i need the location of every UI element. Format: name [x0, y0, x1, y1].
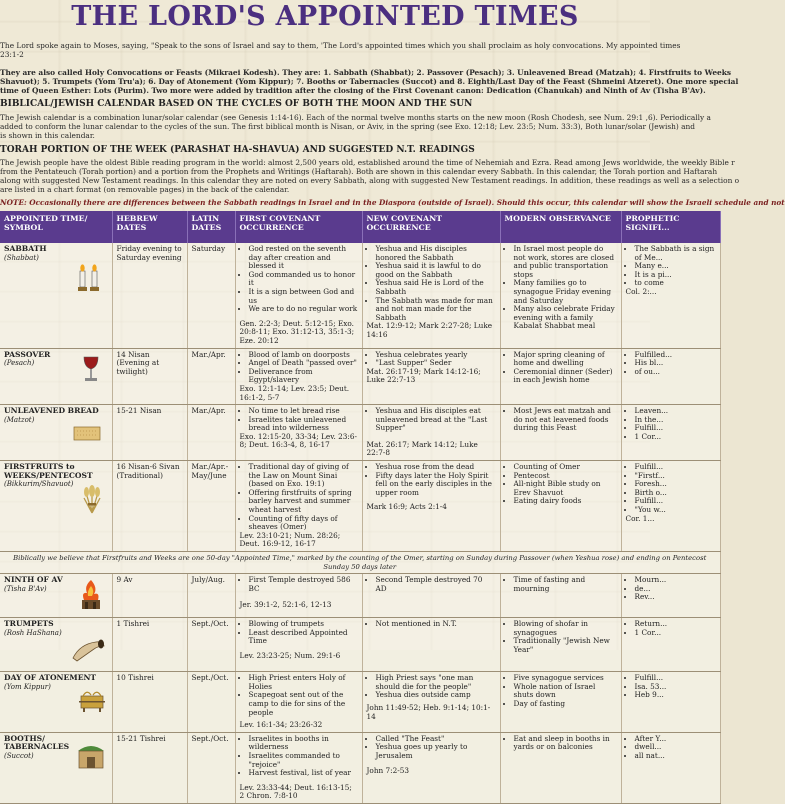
list-item: • Many e...	[635, 262, 716, 271]
prophetic-list	[626, 735, 716, 761]
list-item: • Fulfill...	[635, 463, 716, 472]
burning-temple-icon	[78, 578, 104, 612]
first-covenant-list	[240, 351, 358, 385]
list-item: • High Priest enters Holy of Holies	[249, 674, 358, 691]
first-covenant-list	[240, 735, 358, 778]
feasts-line-3: time of Queen Esther: Lots (Purim). Two more were added by tradition after the closing of the First Covenant canon: Dedication (Chanukah) and Ninth of Av (Tisha B'Av).	[0, 86, 706, 95]
scripture-ref: Exo. 12:1-14; Lev. 23:5; Deut. 16:1-2, 5-7	[239, 383, 350, 402]
list-item: • Fulfill...	[635, 674, 716, 683]
list-item: • High Priest says "one man should die for the people"	[376, 674, 496, 691]
list-item: • In Israel most people do not work, stores are closed and public transportation stops	[514, 245, 617, 279]
row-subname: (Tisha B'Av)	[4, 584, 47, 593]
latin-date: Sept./Oct.	[187, 672, 235, 733]
table-row	[0, 243, 720, 348]
table-row	[0, 405, 720, 461]
list-item: • Mourn...	[635, 576, 716, 585]
list-item: • His bl...	[635, 359, 716, 368]
scripture-ref: Mat. 26:17-19; Mark 14:12-16; Luke 22:7-13	[366, 366, 481, 385]
calendar-line-3: is shown in this calendar.	[0, 131, 95, 140]
table-note-row	[0, 552, 720, 574]
torah-line-1: The Jewish people have the oldest Bible reading program in the world: almost 2,500 years old, established around the time of Nehemiah and Ezra. Read among Jews worldwide, the weekly Bible r	[0, 158, 735, 167]
scripture-ref: Lev. 23:23-25; Num. 29:1-6	[239, 650, 341, 660]
col-header-first-covenant: FIRST COVENANT OCCURRENCE	[235, 211, 362, 243]
list-item: • Blowing of trumpets	[249, 620, 358, 629]
list-item: • Return...	[635, 620, 716, 629]
col-header-new-covenant: NEW COVENANT OCCURRENCE	[362, 211, 500, 243]
row-subname: (Matzot)	[4, 415, 35, 424]
list-item: • Not mentioned in N.T.	[376, 620, 496, 629]
list-item: • Isa. 53...	[635, 683, 716, 692]
latin-date: Sept./Oct.	[187, 732, 235, 803]
list-item: • Yeshua rose from the dead	[376, 463, 496, 472]
list-item: • Heb 9...	[635, 691, 716, 700]
prophetic-list	[626, 463, 716, 515]
intro-line-1: The Lord spoke again to Moses, saying, "Speak to the sons of Israel and say to them, 'The Lord's appointed times which you shall proclaim as holy convocations. My appointed times	[0, 41, 681, 50]
latin-date: July/Aug.	[187, 574, 235, 618]
col-header-prophetic: PROPHETIC SIGNIFI...	[621, 211, 720, 243]
modern-observance-list	[505, 245, 617, 331]
first-covenant-list	[240, 620, 358, 646]
row-name: SABBATH	[4, 244, 47, 253]
calendar-line-2: added to conform the lunar calendar to the cycles of the sun. The first biblical month is Nisan, or Aviv, in the spring (see Exo. 12:18; Lev. 23:5; Num. 33:3), Both lunar/solar (Jewish) and	[0, 122, 696, 131]
hebrew-date: 16 Nisan-6 Sivan (Traditional)	[112, 461, 187, 552]
list-item: • Whole nation of Israel shuts down	[514, 683, 617, 700]
list-item: • Israelites take unleavened bread into wilderness	[249, 416, 358, 433]
list-item: • Many families go to synagogue Friday evening and Saturday	[514, 279, 617, 305]
list-item: • The Sabbath was made for man and not man made for the Sabbath	[376, 297, 496, 323]
prophetic-list	[626, 674, 716, 700]
list-item: • Time of fasting and mourning	[514, 576, 617, 593]
hebrew-date: 9 Av	[112, 574, 187, 618]
list-item: • Pentecost	[514, 472, 617, 481]
shofar-icon	[70, 636, 106, 664]
prophetic-list	[626, 620, 716, 637]
row-name: BOOTHS/ TABERNACLES	[4, 733, 70, 752]
modern-observance-list	[505, 674, 617, 708]
table-row	[0, 732, 720, 803]
list-item: • First Temple destroyed 586 BC	[249, 576, 358, 593]
scripture-ref: John 11:49-52; Heb. 9:1-14; 10:1-14	[366, 702, 491, 721]
wheat-sheaf-icon	[80, 483, 104, 515]
calendar-heading: BIBLICAL/JEWISH CALENDAR BASED ON THE CYCLES OF BOTH THE MOON AND THE SUN	[0, 99, 473, 109]
latin-date: Saturday	[187, 243, 235, 348]
list-item: • Yeshua said it is lawful to do good on the Sabbath	[376, 262, 496, 279]
ark-icon	[78, 688, 106, 714]
list-item: • In the...	[635, 416, 716, 425]
cup-icon	[80, 355, 102, 385]
table-row	[0, 348, 720, 405]
scripture-ref: Jer. 39:1-2, 52:1-6, 12-13	[239, 600, 332, 610]
list-item: • Fulfill...	[635, 424, 716, 433]
list-item: • "Last Supper" Seder	[376, 359, 496, 368]
list-item: • God rested on the seventh day after creation and blessed it	[249, 245, 358, 271]
list-item: • Harvest festival, list of year	[249, 769, 358, 778]
matzah-icon	[72, 423, 104, 443]
list-item: • Yeshua and His disciples honored the Sabbath	[376, 245, 496, 262]
col-header-modern-observance: MODERN OBSERVANCE	[500, 211, 621, 243]
scripture-ref: Lev. 23:33-44; Deut. 16:13-15; 2 Chron. 7:8-10	[239, 782, 352, 801]
booth-icon	[76, 741, 106, 771]
row-name: PASSOVER	[4, 349, 51, 359]
row-subname: (Succot)	[4, 751, 34, 760]
list-item: • Eating dairy foods	[514, 497, 617, 506]
prophetic-list	[626, 407, 716, 441]
modern-observance-list	[505, 576, 617, 593]
first-covenant-list	[240, 463, 358, 532]
list-item: • Major spring cleaning of home and dwelling	[514, 351, 617, 368]
col-header-latin-dates: LATIN DATES	[187, 211, 235, 243]
list-item: • Scapegoat sent out of the camp to die for sins of the people	[249, 691, 358, 717]
scripture-ref: Mark 16:9; Acts 2:1-4	[366, 502, 447, 512]
prophetic-list	[626, 576, 716, 602]
latin-date: Sept./Oct.	[187, 618, 235, 672]
list-item: • The Sabbath is a sign of Me...	[635, 245, 716, 262]
list-item: • Birth o...	[635, 489, 716, 498]
scripture-ref: Mat. 12:9-12; Mark 2:27-28; Luke 14:16	[366, 321, 493, 339]
table-row	[0, 574, 720, 618]
candles-icon	[76, 263, 102, 293]
list-item: • Foresh...	[635, 480, 716, 489]
modern-observance-list	[505, 463, 617, 506]
new-covenant-list	[367, 576, 496, 593]
new-covenant-list	[367, 407, 496, 433]
list-item: • Counting of fifty days of sheaves (Omer)	[249, 515, 358, 532]
latin-date: Mar./Apr.	[187, 348, 235, 405]
table-row	[0, 672, 720, 733]
list-item: • de...	[635, 585, 716, 594]
row-subname: (Bikkurim/Shavuot)	[4, 480, 74, 489]
prophetic-list	[626, 245, 716, 288]
list-item: • Least described Appointed Time	[249, 629, 358, 646]
list-item: • Eat and sleep in booths in yards or on balconies	[514, 735, 617, 752]
list-item: • to come	[635, 279, 716, 288]
row-subname: (Pesach)	[4, 359, 35, 368]
list-item: • Called "The Feast"	[376, 735, 496, 744]
feasts-line-1: They are also called Holy Convocations or Feasts (Mikraei Kodesh). They are: 1. Sabbath (Shabbat); 2. Passover (Pesach); 3. Unleavened Bread (Matzah); 4. Firstfruits to Weeks	[0, 68, 732, 77]
new-covenant-list	[367, 620, 496, 629]
list-item: • Five synagogue services	[514, 674, 617, 683]
list-item: • Yeshua and His disciples eat unleavened bread at the "Last Supper"	[376, 407, 496, 433]
hebrew-date: 15-21 Tishrei	[112, 732, 187, 803]
col-header-hebrew-dates: HEBREW DATES	[112, 211, 187, 243]
hebrew-date: 1 Tishrei	[112, 618, 187, 672]
scripture-ref: Cor. 1...	[625, 513, 655, 523]
scripture-ref: Lev. 23:10-21; Num. 28:26; Deut. 16:9-12, 16-17	[239, 530, 341, 549]
list-item: • "Firstf...	[635, 472, 716, 481]
scripture-ref: Lev. 16:1-34; 23:26-32	[239, 720, 323, 730]
row-name: UNLEAVENED BREAD	[4, 406, 99, 416]
list-item: • Day of fasting	[514, 700, 617, 709]
row-name: NINTH OF AV	[4, 575, 63, 585]
list-item: • Ceremonial dinner (Seder) in each Jewish home	[514, 368, 617, 385]
list-item: • Many also celebrate Friday evening with a family Kabalat Shabbat meal	[514, 305, 617, 331]
list-item: • It is a pi...	[635, 271, 716, 280]
first-covenant-list	[240, 245, 358, 314]
modern-observance-list	[505, 620, 617, 654]
list-item: • Yeshua said He is Lord of the Sabbath	[376, 279, 496, 296]
list-item: • It is a sign between God and us	[249, 288, 358, 305]
list-item: • Fulfill...	[635, 497, 716, 506]
list-item: • Blood of lamb on doorposts	[249, 351, 358, 360]
hebrew-date: Friday evening to Saturday evening	[112, 243, 187, 348]
list-item: • Rev...	[635, 593, 716, 602]
row-name: TRUMPETS	[4, 619, 54, 629]
scripture-ref: John 7:2-53	[366, 765, 410, 775]
row-name: DAY OF ATONEMENT	[4, 673, 97, 683]
first-covenant-list	[240, 576, 358, 593]
page-title: THE LORD'S APPOINTED TIMES	[71, 1, 579, 32]
list-item: • No time to let bread rise	[249, 407, 358, 416]
appointed-times-table	[0, 211, 721, 804]
list-item: • Israelites in booths in wilderness	[249, 735, 358, 752]
first-covenant-list	[240, 407, 358, 433]
list-item: • God commanded us to honor it	[249, 271, 358, 288]
hebrew-date: 10 Tishrei	[112, 672, 187, 733]
row-subname: (Rosh HaShana)	[4, 628, 62, 637]
row-subname: (Shabbat)	[4, 253, 39, 262]
row-subname: (Yom Kippur)	[4, 682, 51, 691]
list-item: • Israelites commanded to "rejoice"	[249, 752, 358, 769]
list-item: • dwell...	[635, 743, 716, 752]
scripture-ref: Exo. 12:15-20, 33-34; Lev. 23:6-8; Deut. 16:3-4, 8, 16-17	[239, 431, 357, 450]
feasts-line-2: Shavuot); 5. Trumpets (Yom Tru'a); 6. Day of Atonement (Yom Kippur); 7. Booths or Tabernacles (Succot) and 8. Eighth/Last Day of the Feast (Shmeini Atzeret). One more special	[0, 77, 739, 86]
list-item: • Counting of Omer	[514, 463, 617, 472]
row-name: FIRSTFRUITS to WEEKS/PENTECOST	[4, 462, 93, 480]
new-covenant-list	[367, 674, 496, 700]
list-item: • Fifty days later the Holy Spirit fell on the early disciples in the upper room	[376, 472, 496, 498]
list-item: • Yeshua dies outside camp	[376, 691, 496, 700]
torah-line-2: from the Pentateuch (Torah portion) and a portion from the Prophets and Writings (Haftarah). Both are shown in this calendar every Sabbath. In this calendar, the Torah portion and Haftarah	[0, 167, 718, 176]
prophetic-list	[626, 351, 716, 377]
firstfruits-note: Biblically we believe that Firstfruits and Weeks are one 50-day "Appointed Time," marked by the counting of the Omer, starting on Sunday during Passover (when Yeshua rose) and ending on Pentecost Sunday 50 days later	[0, 552, 720, 574]
latin-date: Mar./Apr.- May/June	[187, 461, 235, 552]
calendar-line-1: The Jewish calendar is a combination lunar/solar calendar (see Genesis 1:14-16). Each of the normal twelve months starts on the new moon (Rosh Chodesh, see Num. 29:1 ,6). Periodically a	[0, 113, 711, 122]
list-item: • of ou...	[635, 368, 716, 377]
list-item: • 1 Cor...	[635, 433, 716, 442]
list-item: • After Y...	[635, 735, 716, 744]
list-item: • Traditionally "Jewish New Year"	[514, 637, 617, 654]
list-item: • Traditional day of giving of the Law on Mount Sinai (based on Exo. 19:1)	[249, 463, 358, 489]
list-item: • Blowing of shofar in synagogues	[514, 620, 617, 637]
list-item: • Yeshua goes up yearly to Jerusalem	[376, 743, 496, 760]
new-covenant-list	[367, 463, 496, 497]
latin-date: Mar./Apr.	[187, 405, 235, 461]
list-item: • We are to do no regular work	[249, 305, 358, 314]
modern-observance-list	[505, 407, 617, 433]
modern-observance-list	[505, 351, 617, 385]
scripture-ref: Gen. 2:2-3; Deut. 5:12-15; Exo. 20:8-11; Exo. 31:12-13, 35:1-3; Eze. 20:12	[239, 318, 355, 345]
torah-line-4: are listed in a chart format (on removable pages) in the back of the calendar.	[0, 185, 290, 194]
list-item: • Second Temple destroyed 70 AD	[376, 576, 496, 593]
list-item: • Leaven...	[635, 407, 716, 416]
table-row	[0, 461, 720, 552]
list-item: • Deliverance from Egypt/slavery	[249, 368, 358, 385]
scripture-ref: Mat. 26:17; Mark 14:12; Luke 22:7-8	[366, 439, 478, 458]
new-covenant-list	[367, 351, 496, 368]
torah-line-3: along with suggested New Testament readings. In this calendar they are noted on every Sabbath, along with suggested New Testament readings. In addition, these readings as well as a selection o	[0, 176, 740, 185]
list-item: • "You w...	[635, 506, 716, 515]
torah-heading: TORAH PORTION OF THE WEEK (PARASHAT HA-SHAVUA) AND SUGGESTED N.T. READINGS	[0, 145, 475, 155]
list-item: • Yeshua celebrates yearly	[376, 351, 496, 360]
list-item: • Most Jews eat matzah and do not eat leavened foods during this Feast	[514, 407, 617, 433]
list-item: • Offering firstfruits of spring barley harvest and summer wheat harvest	[249, 489, 358, 515]
scripture-ref: Col. 2:...	[625, 286, 657, 296]
new-covenant-list	[367, 245, 496, 322]
list-item: • all nat...	[635, 752, 716, 761]
list-item: • All-night Bible study on Erev Shavuot	[514, 480, 617, 497]
hebrew-date: 15-21 Nisan	[112, 405, 187, 461]
hebrew-date: 14 Nisan (Evening at twilight)	[112, 348, 187, 405]
intro-line-2: 23:1-2	[0, 50, 24, 59]
table-row	[0, 618, 720, 672]
first-covenant-list	[240, 674, 358, 717]
new-covenant-list	[367, 735, 496, 761]
torah-note: NOTE: Occasionally there are differences between the Sabbath readings in Israel and in the Diaspora (outside of Israel). Should this occur, this calendar will show the Israeli schedule and not	[0, 198, 785, 207]
list-item: • 1 Cor...	[635, 629, 716, 638]
modern-observance-list	[505, 735, 617, 752]
list-item: • Angel of Death "passed over"	[249, 359, 358, 368]
col-header-appointed-time: APPOINTED TIME/ SYMBOL	[0, 211, 112, 243]
table-header-row	[0, 211, 720, 243]
list-item: • Fulfilled...	[635, 351, 716, 360]
